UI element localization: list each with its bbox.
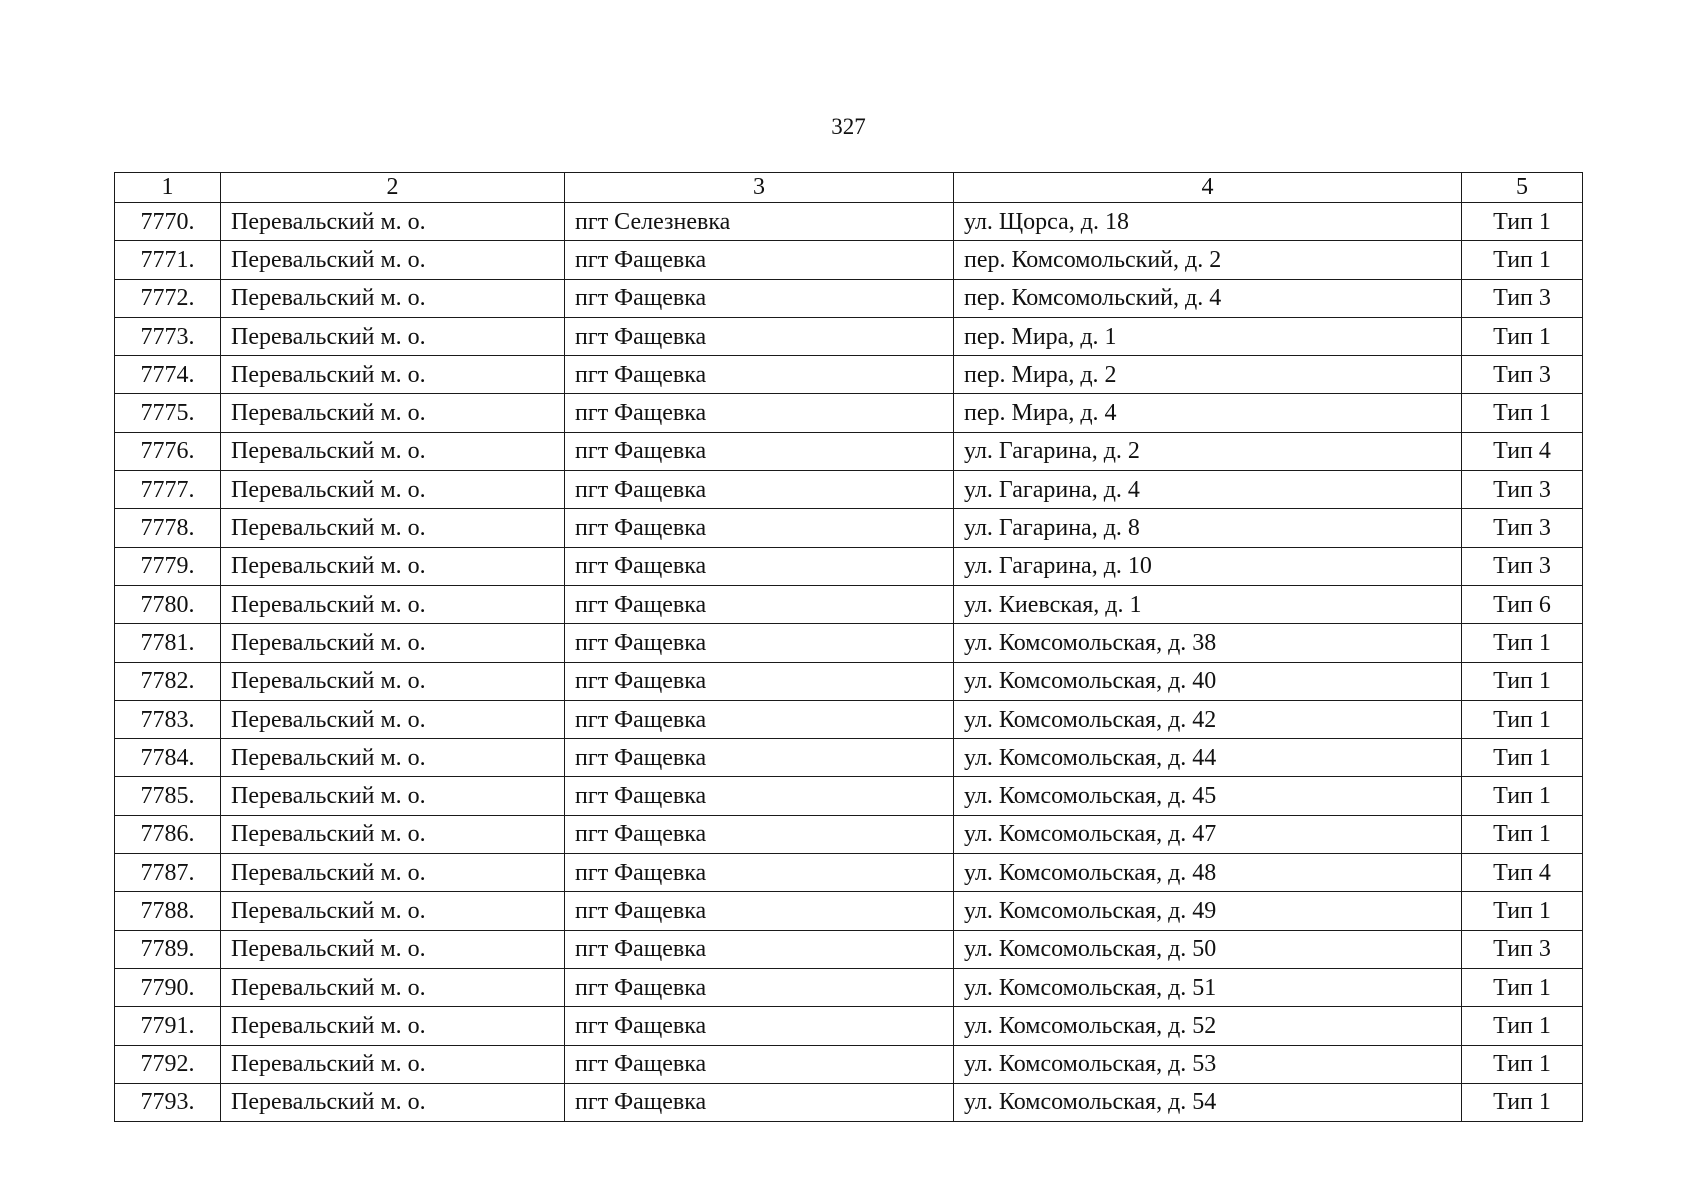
- row-number-cell: 7780.: [115, 585, 221, 623]
- address-cell: ул. Комсомольская, д. 44: [954, 739, 1462, 777]
- table-row: [115, 968, 1583, 1006]
- address-cell: ул. Комсомольская, д. 47: [954, 815, 1462, 853]
- address-cell: ул. Комсомольская, д. 54: [954, 1083, 1462, 1121]
- address-cell: ул. Комсомольская, д. 40: [954, 662, 1462, 700]
- settlement-cell: пгт Фащевка: [565, 394, 954, 432]
- type-cell: Тип 3: [1462, 930, 1583, 968]
- data-table: [114, 172, 1583, 1122]
- district-cell: Перевальский м. о.: [221, 892, 565, 930]
- address-cell: пер. Мира, д. 4: [954, 394, 1462, 432]
- settlement-cell: пгт Фащевка: [565, 815, 954, 853]
- type-cell: Тип 1: [1462, 968, 1583, 1006]
- column-header-4: 4: [954, 173, 1462, 203]
- district-cell: Перевальский м. о.: [221, 968, 565, 1006]
- settlement-cell: пгт Фащевка: [565, 317, 954, 355]
- district-cell: Перевальский м. о.: [221, 700, 565, 738]
- address-cell: пер. Мира, д. 1: [954, 317, 1462, 355]
- address-cell: ул. Комсомольская, д. 45: [954, 777, 1462, 815]
- settlement-cell: пгт Фащевка: [565, 930, 954, 968]
- header-row: [115, 173, 1583, 203]
- row-number-cell: 7779.: [115, 547, 221, 585]
- settlement-cell: пгт Фащевка: [565, 892, 954, 930]
- type-cell: Тип 6: [1462, 585, 1583, 623]
- type-cell: Тип 3: [1462, 547, 1583, 585]
- settlement-cell: пгт Фащевка: [565, 241, 954, 279]
- table-row: [115, 700, 1583, 738]
- settlement-cell: пгт Фащевка: [565, 968, 954, 1006]
- type-cell: Тип 4: [1462, 854, 1583, 892]
- table-row: [115, 241, 1583, 279]
- type-cell: Тип 1: [1462, 241, 1583, 279]
- settlement-cell: пгт Фащевка: [565, 624, 954, 662]
- address-cell: ул. Комсомольская, д. 38: [954, 624, 1462, 662]
- district-cell: Перевальский м. о.: [221, 662, 565, 700]
- table-row: [115, 739, 1583, 777]
- address-cell: пер. Комсомольский, д. 4: [954, 279, 1462, 317]
- type-cell: Тип 1: [1462, 700, 1583, 738]
- row-number-cell: 7793.: [115, 1083, 221, 1121]
- table-row: [115, 930, 1583, 968]
- table-row: [115, 394, 1583, 432]
- table-row: [115, 1045, 1583, 1083]
- address-cell: ул. Киевская, д. 1: [954, 585, 1462, 623]
- type-cell: Тип 3: [1462, 279, 1583, 317]
- table-row: [115, 777, 1583, 815]
- address-cell: ул. Гагарина, д. 8: [954, 509, 1462, 547]
- settlement-cell: пгт Фащевка: [565, 356, 954, 394]
- table-header: [115, 173, 1583, 203]
- type-cell: Тип 3: [1462, 509, 1583, 547]
- type-cell: Тип 1: [1462, 624, 1583, 662]
- row-number-cell: 7791.: [115, 1007, 221, 1045]
- row-number-cell: 7774.: [115, 356, 221, 394]
- settlement-cell: пгт Фащевка: [565, 585, 954, 623]
- district-cell: Перевальский м. о.: [221, 815, 565, 853]
- settlement-cell: пгт Фащевка: [565, 1007, 954, 1045]
- table-row: [115, 203, 1583, 241]
- column-header-1: 1: [115, 173, 221, 203]
- address-cell: ул. Гагарина, д. 2: [954, 432, 1462, 470]
- settlement-cell: пгт Фащевка: [565, 777, 954, 815]
- type-cell: Тип 1: [1462, 777, 1583, 815]
- table-row: [115, 585, 1583, 623]
- row-number-cell: 7786.: [115, 815, 221, 853]
- settlement-cell: пгт Фащевка: [565, 662, 954, 700]
- district-cell: Перевальский м. о.: [221, 1045, 565, 1083]
- settlement-cell: пгт Фащевка: [565, 739, 954, 777]
- district-cell: Перевальский м. о.: [221, 317, 565, 355]
- district-cell: Перевальский м. о.: [221, 356, 565, 394]
- row-number-cell: 7770.: [115, 203, 221, 241]
- district-cell: Перевальский м. о.: [221, 203, 565, 241]
- table-row: [115, 547, 1583, 585]
- row-number-cell: 7772.: [115, 279, 221, 317]
- table-row: [115, 854, 1583, 892]
- address-cell: пер. Комсомольский, д. 2: [954, 241, 1462, 279]
- row-number-cell: 7775.: [115, 394, 221, 432]
- table-row: [115, 662, 1583, 700]
- settlement-cell: пгт Фащевка: [565, 854, 954, 892]
- type-cell: Тип 1: [1462, 1007, 1583, 1045]
- table-row: [115, 624, 1583, 662]
- address-cell: ул. Комсомольская, д. 42: [954, 700, 1462, 738]
- type-cell: Тип 1: [1462, 1045, 1583, 1083]
- settlement-cell: пгт Фащевка: [565, 279, 954, 317]
- row-number-cell: 7782.: [115, 662, 221, 700]
- address-cell: ул. Комсомольская, д. 52: [954, 1007, 1462, 1045]
- district-cell: Перевальский м. о.: [221, 854, 565, 892]
- address-cell: ул. Комсомольская, д. 49: [954, 892, 1462, 930]
- type-cell: Тип 1: [1462, 815, 1583, 853]
- table-row: [115, 892, 1583, 930]
- table-row: [115, 509, 1583, 547]
- district-cell: Перевальский м. о.: [221, 1007, 565, 1045]
- district-cell: Перевальский м. о.: [221, 394, 565, 432]
- settlement-cell: пгт Фащевка: [565, 700, 954, 738]
- table-body: [115, 203, 1583, 1122]
- type-cell: Тип 3: [1462, 356, 1583, 394]
- row-number-cell: 7781.: [115, 624, 221, 662]
- table-row: [115, 317, 1583, 355]
- settlement-cell: пгт Селезневка: [565, 203, 954, 241]
- type-cell: Тип 1: [1462, 662, 1583, 700]
- type-cell: Тип 1: [1462, 739, 1583, 777]
- column-header-5: 5: [1462, 173, 1583, 203]
- district-cell: Перевальский м. о.: [221, 241, 565, 279]
- district-cell: Перевальский м. о.: [221, 547, 565, 585]
- district-cell: Перевальский м. о.: [221, 739, 565, 777]
- address-cell: ул. Комсомольская, д. 53: [954, 1045, 1462, 1083]
- address-cell: ул. Комсомольская, д. 48: [954, 854, 1462, 892]
- table-row: [115, 1007, 1583, 1045]
- row-number-cell: 7788.: [115, 892, 221, 930]
- type-cell: Тип 1: [1462, 892, 1583, 930]
- table-row: [115, 279, 1583, 317]
- settlement-cell: пгт Фащевка: [565, 1045, 954, 1083]
- row-number-cell: 7783.: [115, 700, 221, 738]
- district-cell: Перевальский м. о.: [221, 1083, 565, 1121]
- address-cell: ул. Комсомольская, д. 50: [954, 930, 1462, 968]
- table-row: [115, 356, 1583, 394]
- district-cell: Перевальский м. о.: [221, 930, 565, 968]
- type-cell: Тип 1: [1462, 203, 1583, 241]
- settlement-cell: пгт Фащевка: [565, 1083, 954, 1121]
- district-cell: Перевальский м. о.: [221, 509, 565, 547]
- row-number-cell: 7777.: [115, 471, 221, 509]
- row-number-cell: 7784.: [115, 739, 221, 777]
- table-row: [115, 432, 1583, 470]
- row-number-cell: 7787.: [115, 854, 221, 892]
- district-cell: Перевальский м. о.: [221, 471, 565, 509]
- address-cell: ул. Гагарина, д. 10: [954, 547, 1462, 585]
- column-header-3: 3: [565, 173, 954, 203]
- settlement-cell: пгт Фащевка: [565, 509, 954, 547]
- district-cell: Перевальский м. о.: [221, 777, 565, 815]
- column-header-2: 2: [221, 173, 565, 203]
- type-cell: Тип 1: [1462, 394, 1583, 432]
- row-number-cell: 7771.: [115, 241, 221, 279]
- settlement-cell: пгт Фащевка: [565, 432, 954, 470]
- type-cell: Тип 1: [1462, 1083, 1583, 1121]
- district-cell: Перевальский м. о.: [221, 279, 565, 317]
- type-cell: Тип 1: [1462, 317, 1583, 355]
- table-row: [115, 471, 1583, 509]
- row-number-cell: 7778.: [115, 509, 221, 547]
- address-cell: ул. Гагарина, д. 4: [954, 471, 1462, 509]
- address-cell: пер. Мира, д. 2: [954, 356, 1462, 394]
- district-cell: Перевальский м. о.: [221, 624, 565, 662]
- type-cell: Тип 4: [1462, 432, 1583, 470]
- type-cell: Тип 3: [1462, 471, 1583, 509]
- page-number: 327: [831, 114, 866, 139]
- settlement-cell: пгт Фащевка: [565, 471, 954, 509]
- district-cell: Перевальский м. о.: [221, 585, 565, 623]
- row-number-cell: 7773.: [115, 317, 221, 355]
- row-number-cell: 7792.: [115, 1045, 221, 1083]
- table-row: [115, 1083, 1583, 1121]
- table-row: [115, 815, 1583, 853]
- row-number-cell: 7785.: [115, 777, 221, 815]
- row-number-cell: 7776.: [115, 432, 221, 470]
- settlement-cell: пгт Фащевка: [565, 547, 954, 585]
- district-cell: Перевальский м. о.: [221, 432, 565, 470]
- address-cell: ул. Комсомольская, д. 51: [954, 968, 1462, 1006]
- row-number-cell: 7789.: [115, 930, 221, 968]
- address-cell: ул. Щорса, д. 18: [954, 203, 1462, 241]
- row-number-cell: 7790.: [115, 968, 221, 1006]
